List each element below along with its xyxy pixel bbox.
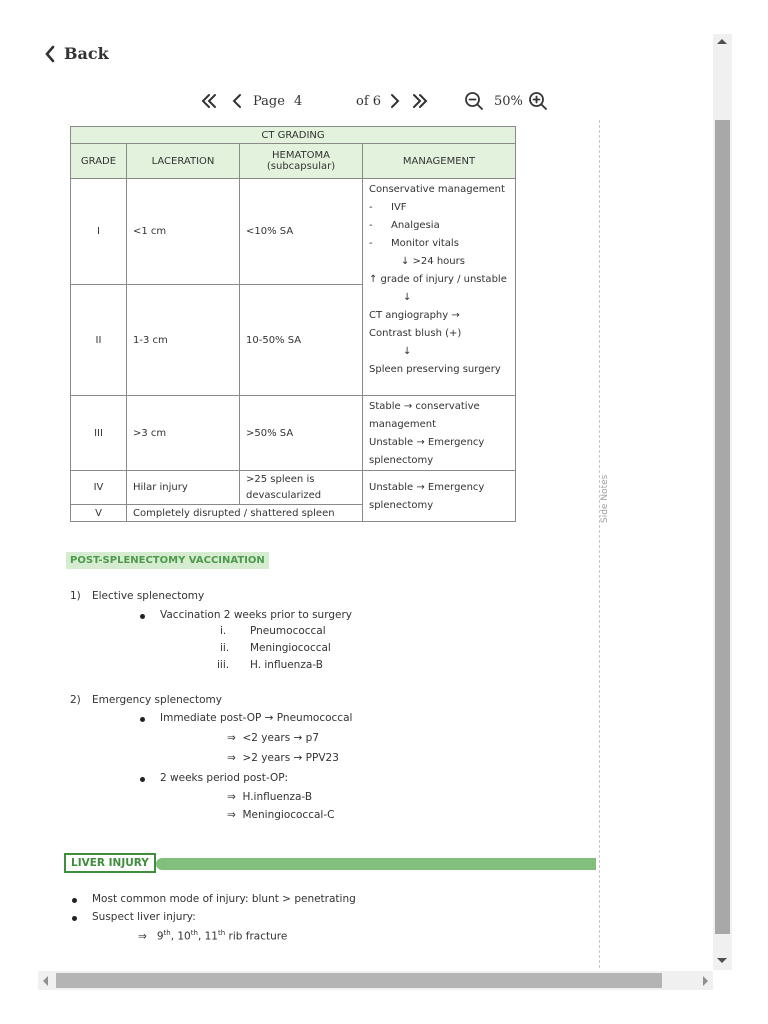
bullet-item: 2 weeks period post-OP: — [160, 772, 289, 784]
laceration-cell: <1 cm — [127, 179, 240, 285]
implies-line: ⇒ Meningiococcal-C — [227, 809, 335, 821]
table-title: CT GRADING — [71, 127, 516, 144]
chevron-left-icon — [44, 45, 56, 63]
zoom-in-icon — [528, 91, 548, 111]
implies-line: ⇒ H.influenza-B — [227, 791, 313, 803]
page-toolbar — [200, 90, 560, 112]
chevron-right-icon — [385, 92, 403, 110]
laceration-cell: 1-3 cm — [127, 285, 240, 396]
merged-cell: Completely disrupted / shattered spleen — [127, 505, 363, 522]
grade-cell: V — [71, 505, 127, 522]
hematoma-cell: >25 spleen is devascularized — [240, 471, 363, 505]
prev-page-button[interactable] — [229, 90, 247, 112]
management-cell: Stable → conservative management Unstable → Emergency splenectomy — [363, 396, 516, 471]
laceration-cell: Hilar injury — [127, 471, 240, 505]
header-grade: GRADE — [71, 144, 127, 179]
ct-grading-table — [70, 126, 516, 522]
laceration-cell: >3 cm — [127, 396, 240, 471]
page-total: of 6 — [356, 93, 382, 109]
sub-item: Pneumococcal — [250, 625, 326, 637]
zoom-out-button[interactable] — [464, 90, 484, 112]
hematoma-cell: >50% SA — [240, 396, 363, 471]
bullet-item: Most common mode of injury: blunt > penetrating — [92, 893, 356, 905]
page-label: Page — [253, 93, 285, 109]
hematoma-cell: <10% SA — [240, 179, 363, 285]
document-viewer: Side Notes CT GRADING GRADE LACERATION HEMATOMA (subcapsular) MANAGEMENT I <1 cm <10% SA Conservative management - IVF - Analgesia - Monitor vitals ↓ >24 hours ↑ grade of injury / unstable ↓ CT angiography → Contrast blush (+) ↓ Spleen preserving surgery II 1-3 cm 10-50% SA III >3 cm >50% SA Stable → conservative management Unstable → Emergency splenectomy IV Hilar injury >25 spleen is devascularized Unstable → Emergency splenectomy V Completely disrupted / shattered spleen POST-SPLENECTOMY VACCINATION 1) Elective splenectomy Vaccination 2 weeks prior to surgery i. Pneumococcal ii. Meningiococcal iii. H. influenza-B 2) Emergency splenectomy Immediate post-OP → Pneumococcal ⇒ <2 years → p7 ⇒ >2 years → PPV23 2 weeks period post-OP: ⇒ H.influenza-B ⇒ Meningiococcal-C LIVER INJURY Most common mode of injury: blunt > penetrating Suspect liver injury: ⇒ 9th, 10th, 11th rib fracture — [44, 120, 604, 968]
liver-heading: LIVER INJURY — [64, 853, 156, 873]
liver-heading-bar — [156, 858, 596, 870]
back-button[interactable] — [44, 44, 109, 63]
implies-line: ⇒ 9th, 10th, 11th rib fracture — [138, 929, 288, 943]
grade-cell: III — [71, 396, 127, 471]
scroll-left-arrow-icon[interactable] — [43, 976, 48, 986]
list-number: 1) — [70, 590, 81, 602]
double-chevron-right-icon — [411, 92, 429, 110]
side-notes-divider[interactable] — [599, 120, 600, 968]
bullet-item: Immediate post-OP → Pneumococcal — [160, 712, 353, 724]
zoom-in-button[interactable] — [528, 90, 548, 112]
implies-line: ⇒ >2 years → PPV23 — [227, 752, 339, 764]
table-row — [71, 396, 516, 471]
bullet-item: Vaccination 2 weeks prior to surgery — [160, 609, 352, 621]
header-hematoma: HEMATOMA (subcapsular) — [240, 144, 363, 179]
scroll-down-arrow-icon[interactable] — [717, 958, 727, 963]
list-item: Elective splenectomy — [92, 590, 205, 602]
bullet-item: Suspect liver injury: — [92, 911, 196, 923]
list-item: Emergency splenectomy — [92, 694, 222, 706]
horizontal-scroll-thumb[interactable] — [56, 973, 662, 988]
sub-number: iii. — [217, 659, 230, 671]
vertical-scrollbar[interactable] — [713, 34, 732, 970]
sub-number: ii. — [220, 642, 230, 654]
grade-cell: II — [71, 285, 127, 396]
sub-item: H. influenza-B — [250, 659, 323, 671]
first-page-button[interactable] — [200, 90, 218, 112]
grade-cell: IV — [71, 471, 127, 505]
grade-cell: I — [71, 179, 127, 285]
chevron-left-icon — [229, 92, 247, 110]
sub-number: i. — [220, 625, 227, 637]
sub-item: Meningiococcal — [250, 642, 331, 654]
header-management: MANAGEMENT — [363, 144, 516, 179]
management-cell: Conservative management - IVF - Analgesia - Monitor vitals ↓ >24 hours ↑ grade of injury / unstable ↓ CT angiography → Contrast blush (+) ↓ Spleen preserving surgery — [363, 179, 516, 396]
vertical-scroll-thumb[interactable] — [715, 120, 730, 934]
hematoma-cell: 10-50% SA — [240, 285, 363, 396]
vaccination-heading: POST-SPLENECTOMY VACCINATION — [66, 552, 269, 569]
double-chevron-left-icon — [200, 92, 218, 110]
scroll-up-arrow-icon[interactable] — [717, 39, 727, 44]
next-page-button[interactable] — [385, 90, 403, 112]
header-laceration: LACERATION — [127, 144, 240, 179]
page-number-input[interactable]: 4 — [294, 93, 303, 109]
list-number: 2) — [70, 694, 81, 706]
back-label: Back — [64, 44, 109, 63]
horizontal-scrollbar[interactable] — [38, 971, 713, 990]
table-row — [71, 471, 516, 505]
table-row — [71, 179, 516, 285]
management-cell: Unstable → Emergency splenectomy — [363, 471, 516, 522]
zoom-out-icon — [464, 91, 484, 111]
implies-line: ⇒ <2 years → p7 — [227, 732, 320, 744]
zoom-level: 50% — [494, 93, 523, 109]
last-page-button[interactable] — [411, 90, 429, 112]
scroll-right-arrow-icon[interactable] — [703, 976, 708, 986]
